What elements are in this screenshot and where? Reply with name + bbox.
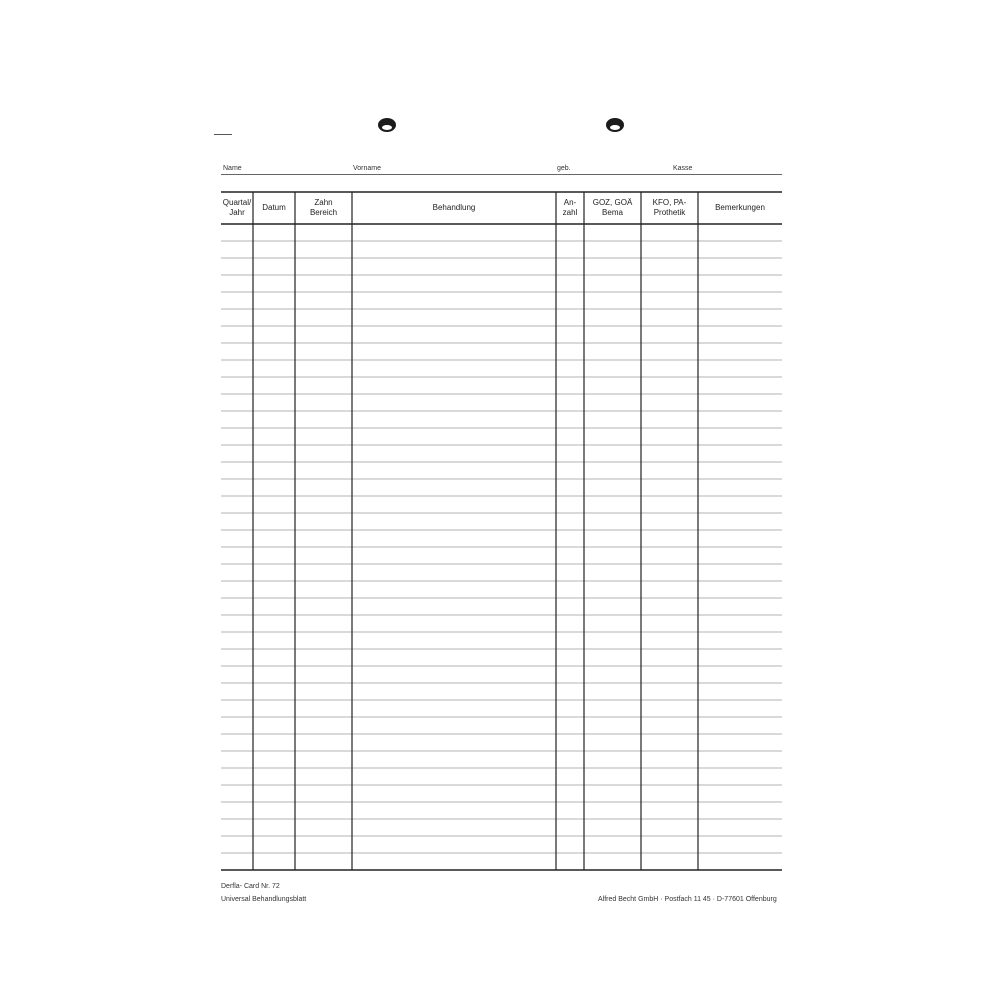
col-header-datum: Datum	[262, 203, 286, 212]
col-header-goz: GOZ, GOÄ Bema	[592, 198, 633, 217]
field-label-name: Name	[223, 165, 242, 172]
field-label-geb: geb.	[557, 165, 571, 172]
field-label-vorname: Vorname	[353, 165, 382, 172]
col-header-bemerkungen: Bemerkungen	[715, 203, 765, 212]
col-header-behandlung: Behandlung	[432, 203, 476, 212]
col-header-anzahl: An- zahl	[562, 198, 578, 217]
card-number-text: Derfla- Card Nr. 72	[221, 883, 280, 890]
field-label-kasse: Kasse	[673, 165, 693, 172]
col-header-zahn: Zahn Bereich	[309, 198, 338, 217]
sheet-title-text: Universal Behandlungsblatt	[221, 896, 307, 903]
publisher-text: Alfred Becht GmbH · Postfach 11 45 · D-77601 Offenburg	[598, 896, 777, 903]
col-header-quartal: Quartal/ Jahr	[222, 198, 252, 217]
col-header-kfo: KFO, PA- Prothetik	[652, 198, 687, 217]
